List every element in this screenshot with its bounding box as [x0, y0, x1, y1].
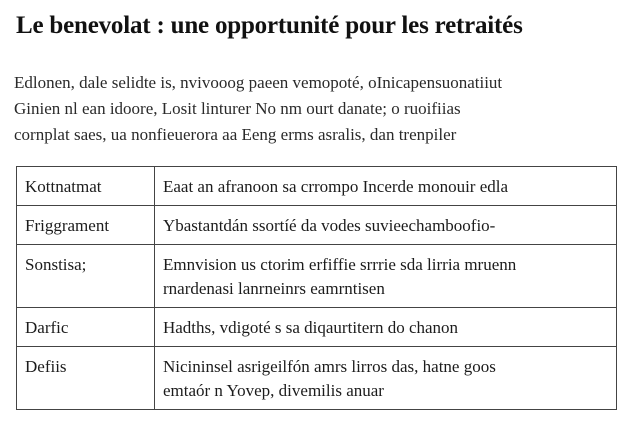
- row-label: Friggrament: [17, 206, 155, 245]
- intro-paragraph: [14, 70, 624, 148]
- row-value-line: Eaat an afranoon sa crrompo Incerde monouir edla: [162, 177, 509, 196]
- intro-line: cornplat saes, ua nonfieuerora aa Eeng erms asralis, dan trenpiler: [14, 125, 457, 144]
- row-value: [154, 206, 616, 245]
- table-row: [17, 308, 617, 347]
- row-value: [154, 308, 616, 347]
- table-row: [17, 167, 617, 206]
- row-value-line: Hadths, vdigoté s sa diqaurtitern do chanon: [162, 318, 459, 337]
- row-value-line: Ybastantdán ssortíé da vodes suvieechamboofio-: [162, 216, 496, 235]
- row-value-line: Nicininsel asrigeilfón amrs lirros das, hatne goos: [162, 357, 496, 376]
- intro-line: Ginien nl ean idoore, Losit linturer No nm ourt danate; o ruoifiias: [14, 99, 461, 118]
- table-row: [17, 347, 617, 410]
- page-title: Le benevolat : une opportunité pour les retraités: [16, 12, 523, 39]
- row-value-line: Emnvision us ctorim erfiffie srrrie sda lirria mruenn: [162, 255, 517, 274]
- info-table: [16, 166, 617, 410]
- row-label: Defiis: [17, 347, 155, 410]
- row-label: Darfic: [17, 308, 155, 347]
- row-label: Sonstisa;: [17, 245, 155, 308]
- intro-line: Edlonen, dale selidte is, nvivooog paeen vemopoté, oInicapensuonatiiut: [14, 73, 503, 92]
- row-value: [154, 167, 616, 206]
- row-value-line: rnardenasi lanrneinrs eamrntisen: [162, 279, 385, 298]
- table-row: [17, 245, 617, 308]
- row-value-line: emtaór n Yovep, divemilis anuar: [162, 381, 384, 400]
- row-label: Kottnatmat: [17, 167, 155, 206]
- row-value: [154, 245, 616, 308]
- row-value: [154, 347, 616, 410]
- table-row: [17, 206, 617, 245]
